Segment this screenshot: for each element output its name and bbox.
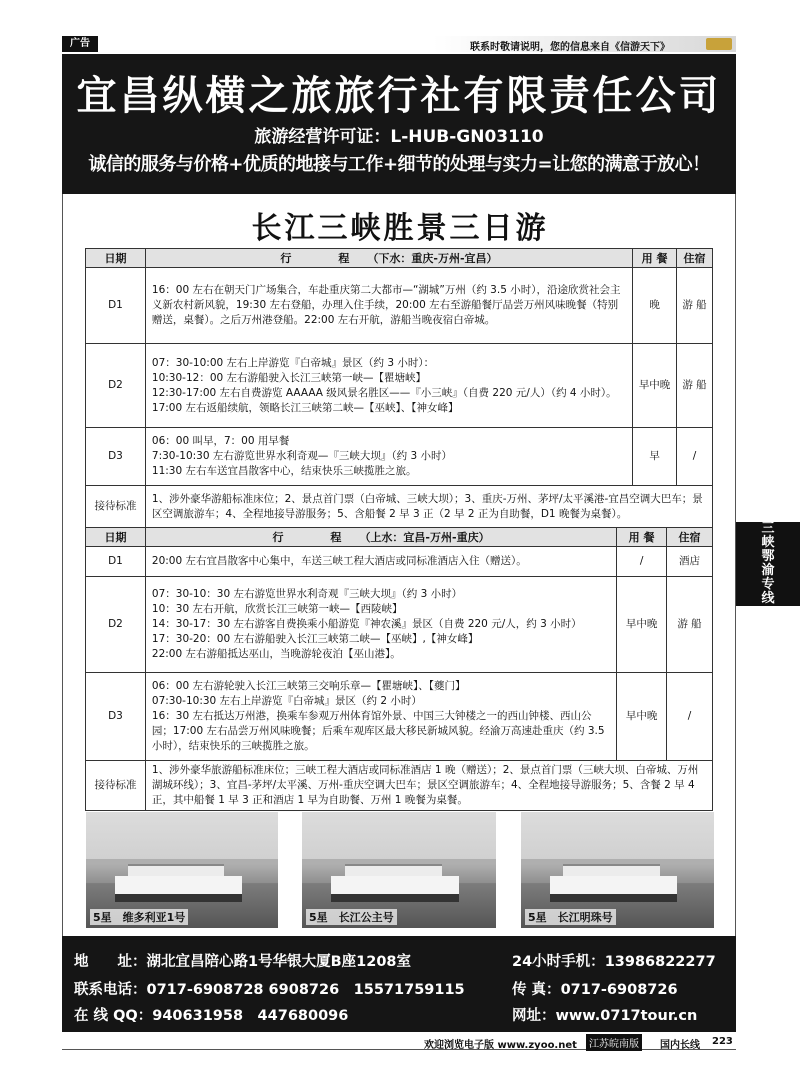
day-cell: D3 bbox=[86, 428, 146, 486]
phone-row bbox=[74, 978, 465, 999]
ship-deck-image bbox=[128, 864, 224, 876]
stay-cell: / bbox=[677, 428, 713, 486]
stay-cell: 酒店 bbox=[667, 547, 713, 577]
table-row bbox=[86, 428, 713, 486]
col-route: 行 程（上水：宜昌-万州-重庆） bbox=[145, 528, 616, 547]
ship-deck-image bbox=[563, 864, 660, 876]
table-header-row bbox=[86, 249, 713, 268]
qq-row bbox=[74, 1004, 348, 1025]
company-header bbox=[62, 54, 736, 194]
address: 湖北宜昌陪心路1号华银大厦B座1208室 bbox=[146, 954, 411, 970]
ship-caption: 5星 长江公主号 bbox=[306, 909, 397, 925]
stay-cell: 游 船 bbox=[677, 268, 713, 344]
contact-footer bbox=[62, 936, 736, 1032]
page-number: 223 bbox=[712, 1036, 733, 1047]
itinerary-table-upstream bbox=[85, 527, 713, 811]
col-route: 行 程（下水：重庆-万州-宜昌） bbox=[145, 249, 632, 268]
meal-cell: 早中晚 bbox=[617, 577, 667, 673]
phone-number: 0717-6908728 6908726 15571759115 bbox=[146, 982, 465, 998]
standard-label: 接待标准 bbox=[86, 486, 146, 528]
meal-cell: 晚 bbox=[633, 268, 677, 344]
address-label: 地 址： bbox=[74, 954, 147, 970]
table-row bbox=[86, 577, 713, 673]
table-row bbox=[86, 547, 713, 577]
day-cell: D3 bbox=[86, 673, 146, 761]
stay-cell: 游 船 bbox=[667, 577, 713, 673]
fax-label: 传 真： bbox=[512, 982, 561, 998]
route-desc: 20:00 左右宜昌散客中心集中，车送三峡工程大酒店或同标准酒店入住（赠送）。 bbox=[145, 547, 616, 577]
day-cell: D2 bbox=[86, 577, 146, 673]
ship-hull-image bbox=[331, 876, 459, 902]
slogan: 诚信的服务与价格+优质的地接与工作+细节的处理与实力=让您的满意于放心！ bbox=[88, 154, 710, 175]
ship-hull-image bbox=[550, 876, 677, 902]
fax-row bbox=[512, 978, 678, 999]
table-row bbox=[86, 673, 713, 761]
side-tab-char: 专 bbox=[761, 577, 775, 592]
table-row bbox=[86, 268, 713, 344]
col-date: 日期 bbox=[86, 528, 146, 547]
page-title: 长江三峡胜景三日游 bbox=[251, 211, 549, 246]
side-tab-char: 三 bbox=[761, 521, 775, 536]
ship-caption: 5星 长江明珠号 bbox=[525, 909, 616, 925]
day-cell: D1 bbox=[86, 268, 146, 344]
phone-label: 联系电话： bbox=[74, 982, 147, 998]
service-standard: 1、涉外豪华游船标准床位；2、景点首门票（白帝城、三峡大坝）；3、重庆-万州、茅坪/太平溪港-宜昌空调大巴车；景区空调旅游车；4、全程地接导游服务；5、含船餐 2 早 3 正（2 早 2 正为自助餐，D1 晚餐为桌餐）。 bbox=[145, 486, 712, 528]
stay-cell: / bbox=[667, 673, 713, 761]
side-tab-char: 渝 bbox=[761, 563, 775, 578]
route-desc: 16：00 左右在朝天门广场集合，车赴重庆第二大都市—“湖城”万州（约 3.5 小时），沿途欣赏社会主义新农村新风貌，19:30 左右登船，办理入住手续，20:00 左右至游船餐厅品尝万州风味晚餐（特别赠送，桌餐）。之后万州港登船。22:00 左右开航，游船当晚夜宿白帝城。 bbox=[145, 268, 632, 344]
meal-cell: / bbox=[617, 547, 667, 577]
magazine-logo-icon bbox=[706, 38, 732, 50]
website-link[interactable]: www.0717tour.cn bbox=[555, 1008, 698, 1024]
company-name: 宜昌纵横之旅旅行社有限责任公司 bbox=[76, 73, 722, 119]
table-row bbox=[86, 761, 713, 811]
route-desc: 06：00 叫早，7：00 用早餐 7:30-10:30 左右游览世界水利奇观—『三峡大坝』（约 3 小时） 11:30 左右车送宜昌散客中心，结束快乐三峡揽胜之旅。 bbox=[145, 428, 632, 486]
stay-cell: 游 船 bbox=[677, 344, 713, 428]
address-row bbox=[74, 950, 411, 971]
col-meal: 用 餐 bbox=[617, 528, 667, 547]
service-standard: 1、涉外豪华旅游船标准床位；三峡工程大酒店或同标准酒店 1 晚（赠送）；2、景点首门票（三峡大坝、白帝城、万州湖城环线）；3、宜昌-茅坪/太平溪、万州-重庆空调大巴车；景区空调旅游车；4、全程地接导游服务；5、含餐 2 早 4 正，其中船餐 1 早 3 正和酒店 1 早为自助餐、万州 1 晚餐为桌餐。 bbox=[145, 761, 712, 811]
meal-cell: 早中晚 bbox=[633, 344, 677, 428]
edition-badge: 江苏皖南版 bbox=[586, 1034, 642, 1051]
source-note: 联系时敬请说明，您的信息来自《信游天下》 bbox=[470, 42, 670, 53]
fax-number: 0717-6908726 bbox=[560, 982, 678, 998]
ship-deck-image bbox=[345, 864, 442, 876]
website-label: 网址： bbox=[512, 1008, 556, 1024]
route-desc: 07：30-10:00 左右上岸游览『白帝城』景区（约 3 小时）： 10:30-12：00 左右游船驶入长江三峡第一峡—【瞿塘峡】 12:30-17:00 左右自费游览 AAAAA 级风景名胜区——『小三峡』（自费 220 元/人）（约 4 小时）。 17:00 左右返船续航，领略长江三峡第二峡—【巫峡】、【神女峰】 bbox=[145, 344, 632, 428]
side-tab-char: 峡 bbox=[761, 535, 775, 550]
ad-tag: 广告 bbox=[62, 36, 98, 52]
col-stay: 住宿 bbox=[667, 528, 713, 547]
table-row bbox=[86, 486, 713, 528]
qq-label: 在 线 QQ： bbox=[74, 1008, 153, 1024]
side-tab-char: 线 bbox=[761, 591, 775, 606]
meal-cell: 早中晚 bbox=[617, 673, 667, 761]
mobile-number: 13986822277 bbox=[604, 954, 716, 970]
col-meal: 用 餐 bbox=[633, 249, 677, 268]
route-desc: 06：00 左右游轮驶入长江三峡第三交响乐章—【瞿塘峡】、【夔门】 07:30-10:30 左右上岸游览『白帝城』景区（约 2 小时） 16：30 左右抵达万州港，换乘车参观万州体育馆外景、中国三大钟楼之一的西山钟楼、西山公园；17:00 左右品尝万州风味晚餐；后乘车观库区最大移民新城风貌。经渝万高速赴重庆（约 3.5 小时），结束快乐的三峡揽胜之旅。 bbox=[145, 673, 616, 761]
ship-photo bbox=[302, 812, 496, 928]
section-name: 国内长线 bbox=[660, 1040, 700, 1051]
qq-number: 940631958 447680096 bbox=[152, 1008, 349, 1024]
license-number: 旅游经营许可证：L-HUB-GN03110 bbox=[254, 127, 544, 147]
zyoo-link[interactable]: 欢迎浏览电子版 www.zyoo.net bbox=[424, 1040, 577, 1051]
website-row bbox=[512, 1004, 697, 1025]
ship-photo bbox=[521, 812, 714, 928]
route-desc: 07：30-10：30 左右游览世界水利奇观『三峡大坝』（约 3 小时） 10：30 左右开航，欣赏长江三峡第一峡—【西陵峡】 14：30-17：30 左右游客自费换乘小船游览『神农溪』景区（自费 220 元/人，约 3 小时） 17：30-20：00 左右游船驶入长江三峡第二峡—【巫峡】,【神女峰】 22:00 左右游船抵达巫山，当晚游轮夜泊【巫山港】。 bbox=[145, 577, 616, 673]
meal-cell: 早 bbox=[633, 428, 677, 486]
itinerary-table-downstream bbox=[85, 248, 713, 528]
ship-hull-image bbox=[115, 876, 242, 902]
ship-photo bbox=[86, 812, 278, 928]
col-date: 日期 bbox=[86, 249, 146, 268]
mobile-label: 24小时手机： bbox=[512, 954, 605, 970]
table-header-row bbox=[86, 528, 713, 547]
side-section-tab bbox=[736, 522, 800, 606]
side-tab-char: 鄂 bbox=[761, 549, 775, 564]
day-cell: D2 bbox=[86, 344, 146, 428]
table-row bbox=[86, 344, 713, 428]
day-cell: D1 bbox=[86, 547, 146, 577]
standard-label: 接待标准 bbox=[86, 761, 146, 811]
col-stay: 住宿 bbox=[677, 249, 713, 268]
mobile-row bbox=[512, 950, 716, 971]
ship-caption: 5星 维多利亚1号 bbox=[90, 909, 188, 925]
